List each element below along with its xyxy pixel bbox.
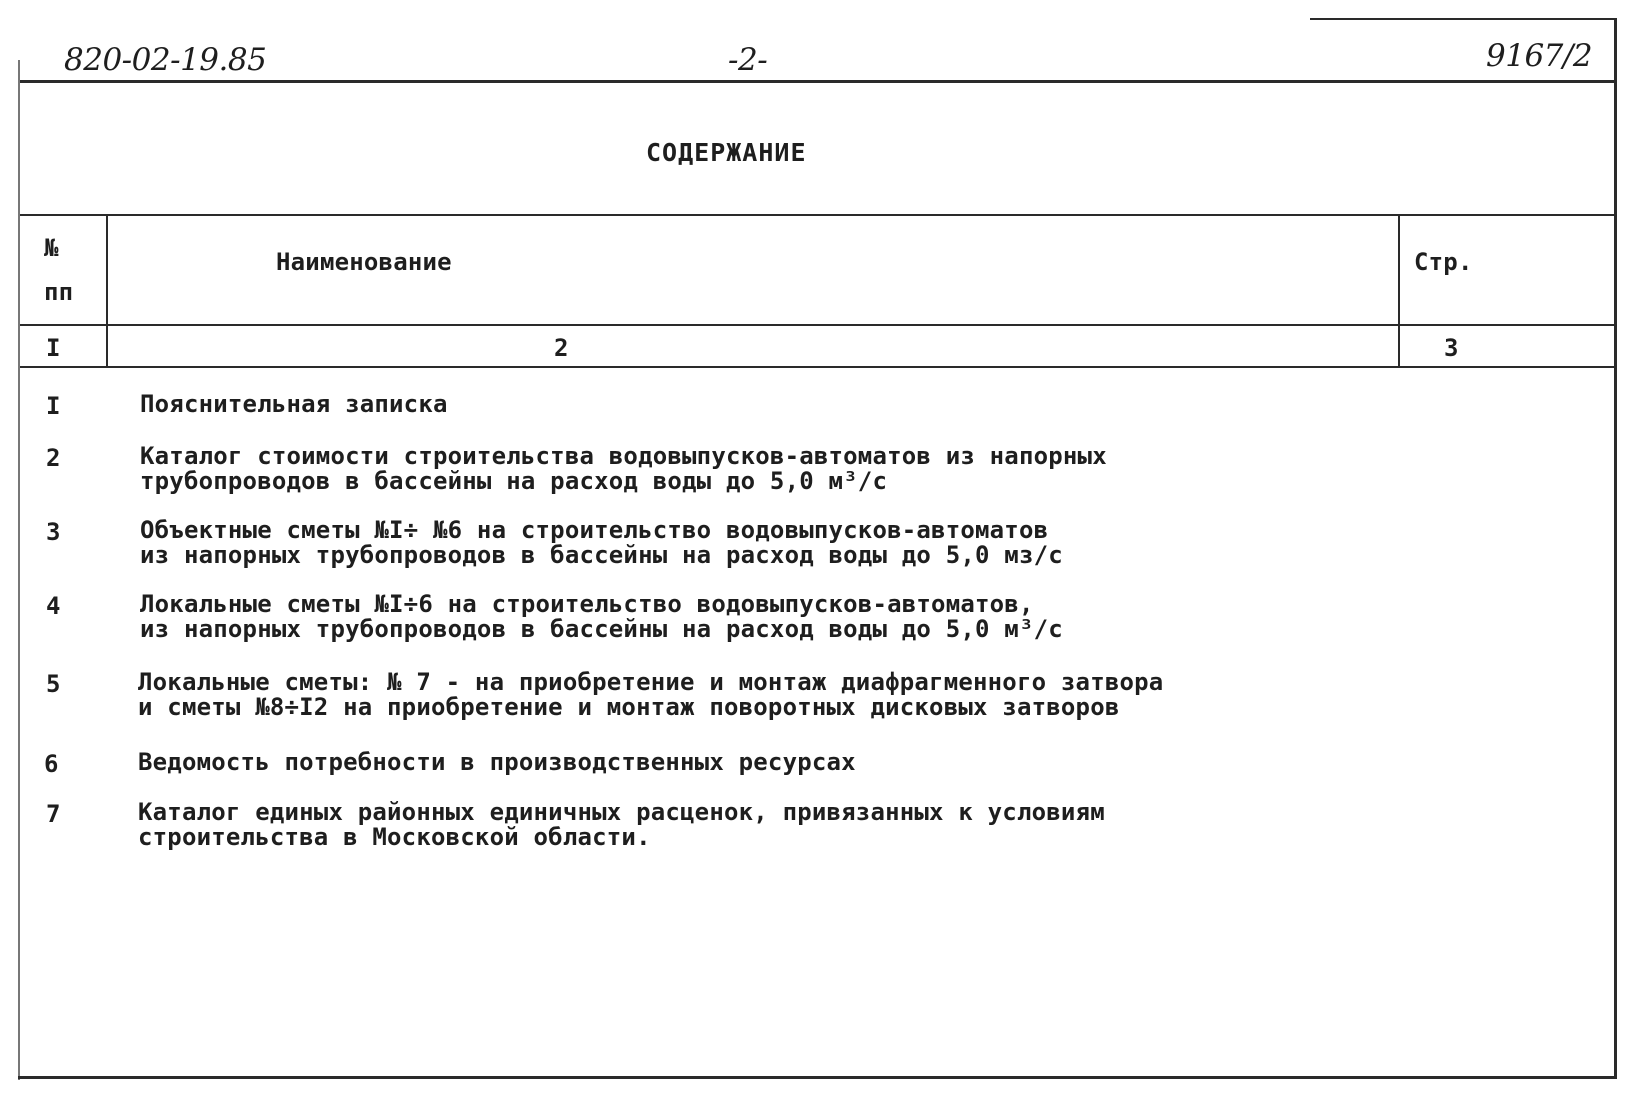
entry-text	[140, 444, 1107, 494]
frame-bottom-line	[18, 1076, 1617, 1079]
entry-text	[138, 800, 1105, 850]
col-number-symbol: №	[44, 234, 59, 262]
frame-left-line	[18, 60, 20, 1080]
entry-text	[138, 670, 1163, 720]
entry-number: 5	[46, 670, 61, 698]
frame-top-right-stub	[1310, 18, 1616, 20]
entry-line: Объектные сметы №I÷ №6 на строительство водовыпусков-автоматов	[140, 516, 1049, 544]
entry-line: Локальные сметы: № 7 - на приобретение и монтаж диафрагменного затвора	[138, 668, 1164, 696]
entry-line: Ведомость потребности в производственных ресурсах	[138, 748, 856, 776]
entry-text	[140, 392, 448, 417]
entry-line: и сметы №8÷I2 на приобретение и монтаж поворотных дисковых затворов	[138, 693, 1120, 721]
entry-number: I	[46, 392, 61, 420]
entry-line: трубопроводов в бассейны на расход воды до 5,0 м³/с	[140, 467, 888, 495]
entry-line: строительства в Московской области.	[138, 823, 651, 851]
index-cell-3: 3	[1444, 334, 1459, 362]
index-cell-1: I	[46, 334, 61, 362]
col-name-header: Наименование	[276, 248, 452, 276]
entry-line: Каталог единых районных единичных расценок, привязанных к условиям	[138, 798, 1105, 826]
document-code: 820-02-19.85	[64, 42, 267, 78]
entry-line: из напорных трубопроводов в бассейны на расход воды до 5,0 мз/с	[140, 541, 1063, 569]
entry-number: 2	[46, 444, 61, 472]
frame-top-line	[20, 80, 1616, 83]
entry-line: Каталог стоимости строительства водовыпусков-автоматов из напорных	[140, 442, 1107, 470]
entry-line: Локальные сметы №I÷6 на строительство водовыпусков-автоматов,	[140, 590, 1034, 618]
table-mid-rule	[20, 324, 1616, 326]
col-page-header: Стр.	[1414, 248, 1473, 276]
frame-right-line	[1614, 18, 1617, 1078]
entry-text	[138, 750, 856, 775]
table-col-divider-2	[1398, 214, 1400, 368]
page-title: СОДЕРЖАНИЕ	[646, 138, 807, 167]
entry-number: 4	[46, 592, 61, 620]
entry-text	[140, 518, 1063, 568]
entry-text	[140, 592, 1063, 642]
table-bottom-rule	[20, 366, 1616, 368]
table-col-divider-1	[106, 214, 108, 368]
col-number-abbrev: пп	[44, 278, 74, 306]
page-marker: -2-	[728, 42, 768, 78]
entry-number: 6	[44, 750, 59, 778]
sheet-reference: 9167/2	[1486, 38, 1593, 74]
entry-line: Пояснительная записка	[140, 390, 448, 418]
index-cell-2: 2	[554, 334, 569, 362]
table-top-rule	[20, 214, 1616, 216]
entry-number: 3	[46, 518, 61, 546]
entry-number: 7	[46, 800, 61, 828]
entry-line: из напорных трубопроводов в бассейны на расход воды до 5,0 м³/с	[140, 615, 1063, 643]
